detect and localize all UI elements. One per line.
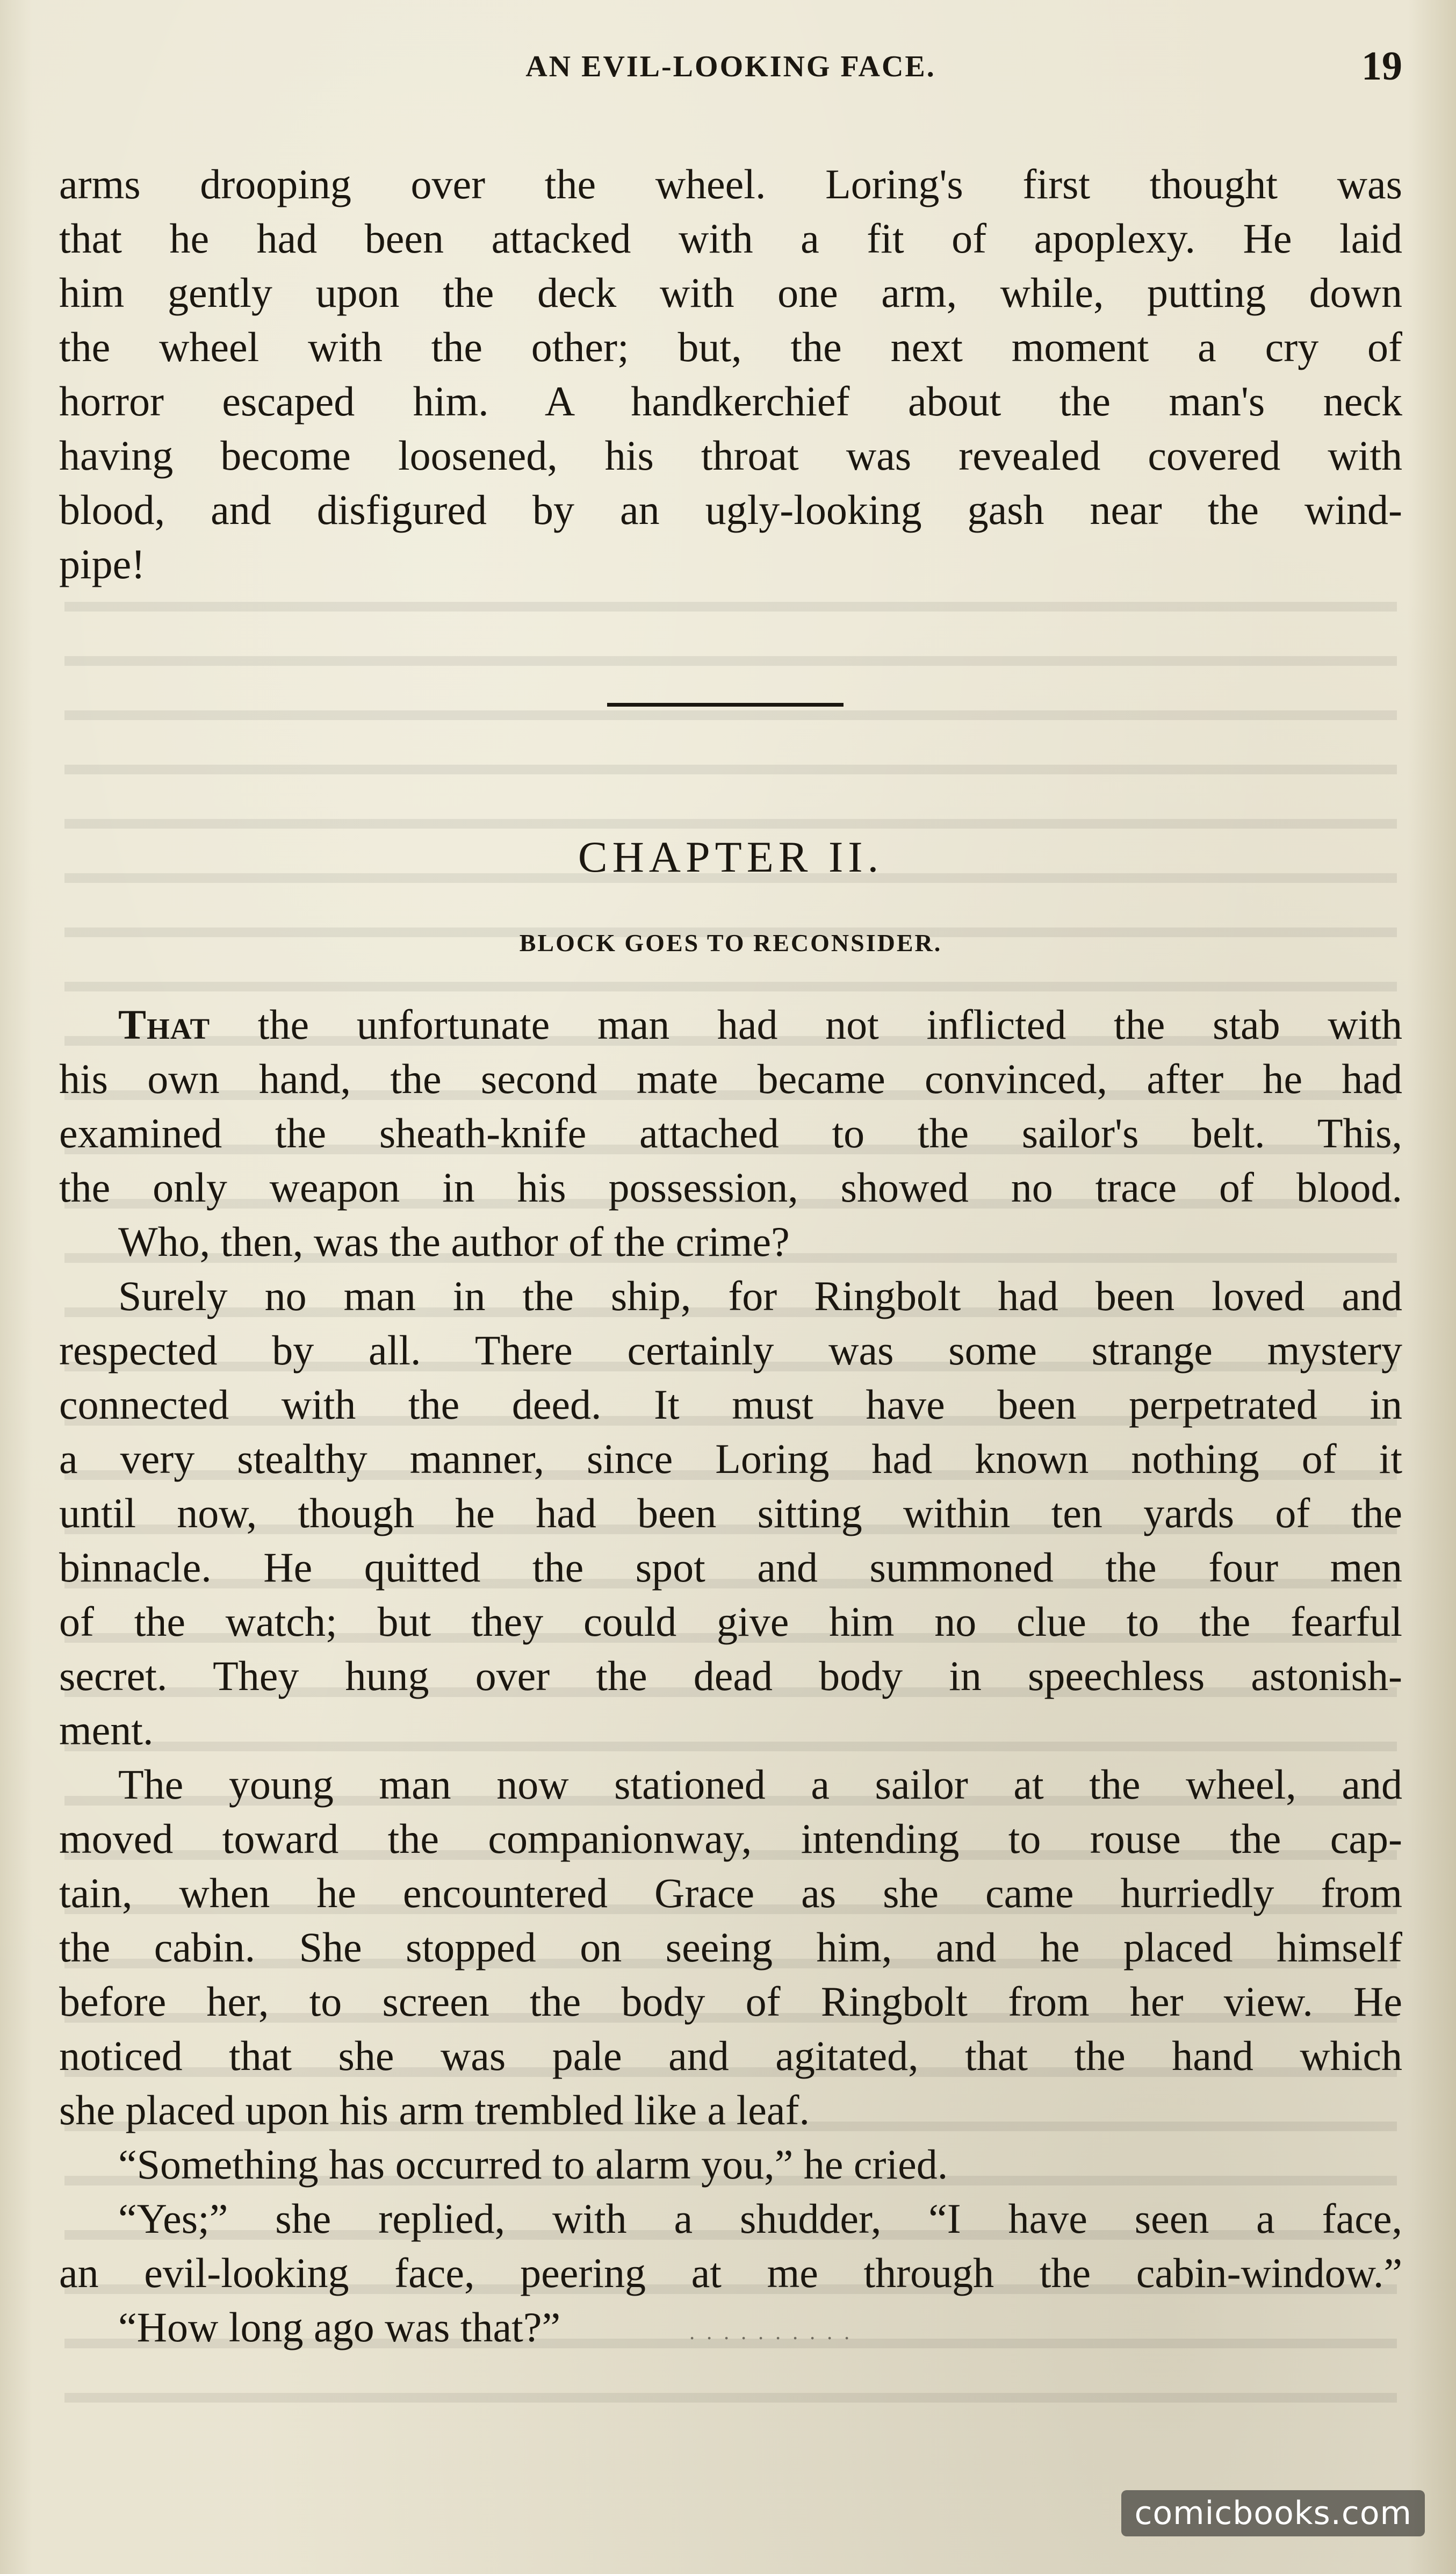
text-line: blood, and disfigured by an ugly-looking gash near the wind- [59, 486, 1402, 533]
text-line: Surely no man in the ship, for Ringbolt had been loved and [118, 1272, 1402, 1319]
text-line: The young man now stationed a sailor at the wheel, and [118, 1761, 1402, 1808]
text-line: before her, to screen the body of Ringbolt from her view. He [59, 1978, 1402, 2025]
text-line: respected by all. There certainly was some strange mystery [59, 1327, 1402, 1374]
chapter-subtitle: BLOCK GOES TO RECONSIDER. [519, 929, 942, 957]
text-line: having become loosened, his throat was revealed covered with [59, 432, 1402, 479]
text-line [59, 997, 1402, 1052]
text-line: the cabin. She stopped on seeing him, and he placed himself [59, 1924, 1402, 1971]
text-line: that he had been attacked with a fit of apoplexy. He laid [59, 215, 1402, 262]
text-fragment: “How long ago was that?” [118, 2304, 561, 2350]
text-fragment: the unfortunate man had not inflicted the stab with [210, 1001, 1402, 1048]
text-line: “Something has occurred to alarm you,” he cried. [118, 2141, 948, 2188]
drop-lead-word: That [118, 1001, 211, 1048]
site-watermark: comicbooks.com [1121, 2490, 1425, 2536]
text-line: the wheel with the other; but, the next moment a cry of [59, 323, 1402, 370]
text-line: a very stealthy manner, since Loring had known nothing of it [59, 1435, 1402, 1482]
text-line: an evil-looking face, peering at me through the cabin-window.” [59, 2249, 1402, 2296]
text-line: pipe! [59, 541, 146, 587]
page-number: 19 [1361, 44, 1402, 89]
text-line: she placed upon his arm trembled like a leaf. [59, 2087, 810, 2133]
text-line: “Yes;” she replied, with a shudder, “I have seen a face, [118, 2195, 1402, 2242]
text-line: examined the sheath-knife attached to the sailor's belt. This, [59, 1110, 1402, 1156]
chapter-heading: CHAPTER II. [578, 832, 884, 881]
section-divider-rule [607, 703, 844, 707]
chapter-body [59, 997, 1402, 2354]
dot-leader: . . . . . . . . . . [689, 2319, 853, 2344]
text-line: secret. They hung over the dead body in speechless astonish- [59, 1652, 1402, 1699]
text-line: moved toward the companionway, intending to rouse the cap- [59, 1815, 1402, 1862]
text-line: the only weapon in his possession, showed no trace of blood. [59, 1164, 1402, 1211]
running-head [59, 44, 1402, 114]
running-title: AN EVIL-LOOKING FACE. [525, 50, 936, 83]
text-line: ment. [59, 1707, 154, 1753]
text-line: of the watch; but they could give him no clue to the fearful [59, 1598, 1402, 1645]
text-line: binnacle. He quitted the spot and summoned the four men [59, 1544, 1402, 1591]
text-line: tain, when he encountered Grace as she came hurriedly from [59, 1870, 1402, 1916]
text-line [59, 2300, 1402, 2354]
text-line: horror escaped him. A handkerchief about the man's neck [59, 378, 1402, 425]
text-line: his own hand, the second mate became convinced, after he had [59, 1055, 1402, 1102]
text-line: Who, then, was the author of the crime? [118, 1218, 790, 1265]
continued-paragraph [59, 157, 1402, 591]
text-line: noticed that she was pale and agitated, that the hand which [59, 2032, 1402, 2079]
text-line: arms drooping over the wheel. Loring's first thought was [59, 161, 1402, 207]
text-line: connected with the deed. It must have been perpetrated in [59, 1381, 1402, 1428]
text-line: until now, though he had been sitting within ten yards of the [59, 1490, 1402, 1536]
text-line: him gently upon the deck with one arm, while, putting down [59, 269, 1402, 316]
